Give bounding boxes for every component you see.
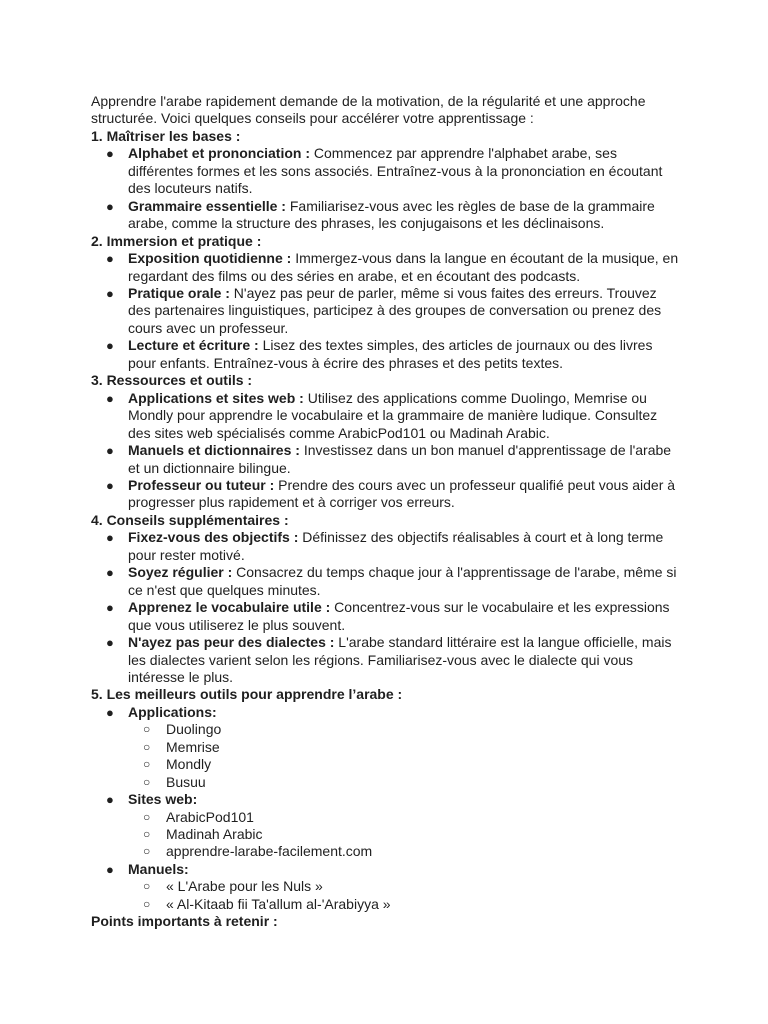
item-term: Pratique orale : xyxy=(128,284,230,301)
item-text: Concentrez-vous sur le vocabulaire et les expressions que vous utiliserez le plus souvent. xyxy=(128,599,670,633)
bullet-list xyxy=(91,704,681,913)
sub-list-item xyxy=(91,826,681,843)
bullet-list xyxy=(91,390,681,512)
item-text: Prendre des cours avec un professeur qualifié peut vous aider à progresser plus rapidement et à corriger vos erreurs. xyxy=(128,476,676,511)
list-item xyxy=(91,599,681,634)
circle-bullet-icon: ○ xyxy=(143,739,151,754)
sub-list-item xyxy=(91,739,681,756)
item-term: Lecture et écriture : xyxy=(128,337,259,354)
sub-list-item xyxy=(91,809,681,826)
circle-bullet-icon: ○ xyxy=(143,774,151,789)
group-label: Manuels: xyxy=(128,860,189,877)
sub-list-item xyxy=(91,843,681,860)
sub-list-item xyxy=(91,896,681,913)
entry-text: « Al-Kitaab fii Ta'allum al-'Arabiyya » xyxy=(166,895,391,912)
entry-text: Madinah Arabic xyxy=(166,826,263,843)
bullet-icon: ● xyxy=(106,198,114,214)
list-item xyxy=(91,704,681,721)
bullet-icon: ● xyxy=(106,635,114,651)
item-term: Professeur ou tuteur : xyxy=(128,476,275,493)
item-term: Exposition quotidienne : xyxy=(128,250,292,267)
item-term: Soyez régulier : xyxy=(128,564,233,581)
circle-bullet-icon: ○ xyxy=(143,844,151,859)
sub-list-item xyxy=(91,721,681,738)
entry-text: Busuu xyxy=(166,773,206,790)
entry-text: « L'Arabe pour les Nuls » xyxy=(166,878,323,895)
bullet-icon: ● xyxy=(106,861,114,877)
bullet-icon: ● xyxy=(106,477,114,493)
item-term: Applications et sites web : xyxy=(128,389,304,406)
bullet-icon: ● xyxy=(106,792,114,808)
intro-paragraph: Apprendre l'arabe rapidement demande de la motivation, de la régularité et une approche structurée. Voici quelques conseils pour accélérer votre apprentissage : xyxy=(91,93,646,127)
bullet-icon: ● xyxy=(106,600,114,616)
circle-bullet-icon: ○ xyxy=(143,879,151,894)
circle-bullet-icon: ○ xyxy=(143,722,151,737)
item-term: Apprenez le vocabulaire utile : xyxy=(128,599,331,616)
sub-list-item xyxy=(91,774,681,791)
group-label: Sites web: xyxy=(128,791,198,808)
bullet-icon: ● xyxy=(106,443,114,459)
bullet-list xyxy=(91,250,681,372)
circle-bullet-icon: ○ xyxy=(143,896,151,911)
bullet-icon: ● xyxy=(106,390,114,406)
sub-list-item xyxy=(91,756,681,773)
section-heading: 3. Ressources et outils : xyxy=(91,372,253,389)
entry-text: Memrise xyxy=(166,738,220,755)
item-term: Grammaire essentielle : xyxy=(128,197,286,214)
entry-text: apprendre-larabe-facilement.com xyxy=(166,843,373,860)
circle-bullet-icon: ○ xyxy=(143,809,151,824)
list-item xyxy=(91,442,681,477)
circle-bullet-icon: ○ xyxy=(143,827,151,842)
bullet-list xyxy=(91,529,681,686)
bullet-icon: ● xyxy=(106,251,114,267)
list-item xyxy=(91,564,681,599)
list-item xyxy=(91,634,681,686)
item-term: Alphabet et prononciation : xyxy=(128,145,310,162)
list-item xyxy=(91,390,681,442)
item-text: L'arabe standard littéraire est la langue officielle, mais les dialectes varient selon les régions. Familiarisez-vous avec le dialecte qui vous intéresse le plus. xyxy=(128,634,672,685)
item-text: Immergez-vous dans la langue en écoutant de la musique, en regardant des films ou des séries en arabe, et en écoutant des podcasts. xyxy=(128,250,679,284)
item-text: Lisez des textes simples, des articles de journaux ou des livres pour enfants. Entraînez-vous à écrire des phrases et des petits textes. xyxy=(128,337,653,371)
list-item xyxy=(91,337,681,372)
item-text: N'ayez pas peur de parler, même si vous faites des erreurs. Trouvez des partenaires linguistiques, participez à des groupes de conversation ou prenez des cours avec un professeur. xyxy=(128,284,662,336)
item-text: Familiarisez-vous avec les règles de base de la grammaire arabe, comme la structure des phrases, les conjugaisons et les déclinaisons. xyxy=(128,197,655,232)
entry-text: Mondly xyxy=(166,756,212,773)
list-item xyxy=(91,198,681,233)
list-item xyxy=(91,250,681,285)
entry-text: ArabicPod101 xyxy=(166,808,254,825)
bullet-icon: ● xyxy=(106,530,114,546)
list-item xyxy=(91,791,681,808)
item-text: Investissez dans un bon manuel d'apprentissage de l'arabe et un dictionnaire bilingue. xyxy=(128,442,672,476)
bullet-icon: ● xyxy=(106,338,114,354)
closing-heading: Points importants à retenir : xyxy=(91,913,278,930)
item-term: Fixez-vous des objectifs : xyxy=(128,529,299,546)
item-text: Définissez des objectifs réalisables à court et à long terme pour rester motivé. xyxy=(128,529,664,563)
circle-bullet-icon: ○ xyxy=(143,757,151,772)
group-label: Applications: xyxy=(128,703,217,720)
bullet-icon: ● xyxy=(106,285,114,301)
sub-list-item xyxy=(91,878,681,895)
list-item xyxy=(91,145,681,197)
item-text: Consacrez du temps chaque jour à l'apprentissage de l'arabe, même si ce n'est que quelques minutes. xyxy=(128,564,677,598)
section-heading: 1. Maîtriser les bases : xyxy=(91,127,241,144)
bullet-icon: ● xyxy=(106,704,114,720)
section-heading: 4. Conseils supplémentaires : xyxy=(91,511,289,528)
bullet-icon: ● xyxy=(106,565,114,581)
document-body xyxy=(91,93,681,931)
list-item xyxy=(91,529,681,564)
entry-text: Duolingo xyxy=(166,721,222,738)
item-term: Manuels et dictionnaires : xyxy=(128,442,300,459)
section-heading: 5. Les meilleurs outils pour apprendre l’arabe : xyxy=(91,686,403,703)
list-item xyxy=(91,477,681,512)
bullet-list xyxy=(91,145,681,232)
bullet-icon: ● xyxy=(106,146,114,162)
list-item xyxy=(91,861,681,878)
item-text: Commencez par apprendre l'alphabet arabe, ses différentes formes et les sons associés. Entraînez-vous à la prononciation en écoutant des locuteurs natifs. xyxy=(128,145,663,197)
list-item xyxy=(91,285,681,337)
item-text: Utilisez des applications comme Duolingo, Memrise ou Mondly pour apprendre le vocabulaire et la grammaire de manière ludique. Consultez des sites web spécialisés comme ArabicPod101 ou Madinah Arabic. xyxy=(128,389,658,441)
item-term: N'ayez pas peur des dialectes : xyxy=(128,634,335,651)
section-heading: 2. Immersion et pratique : xyxy=(91,232,262,249)
